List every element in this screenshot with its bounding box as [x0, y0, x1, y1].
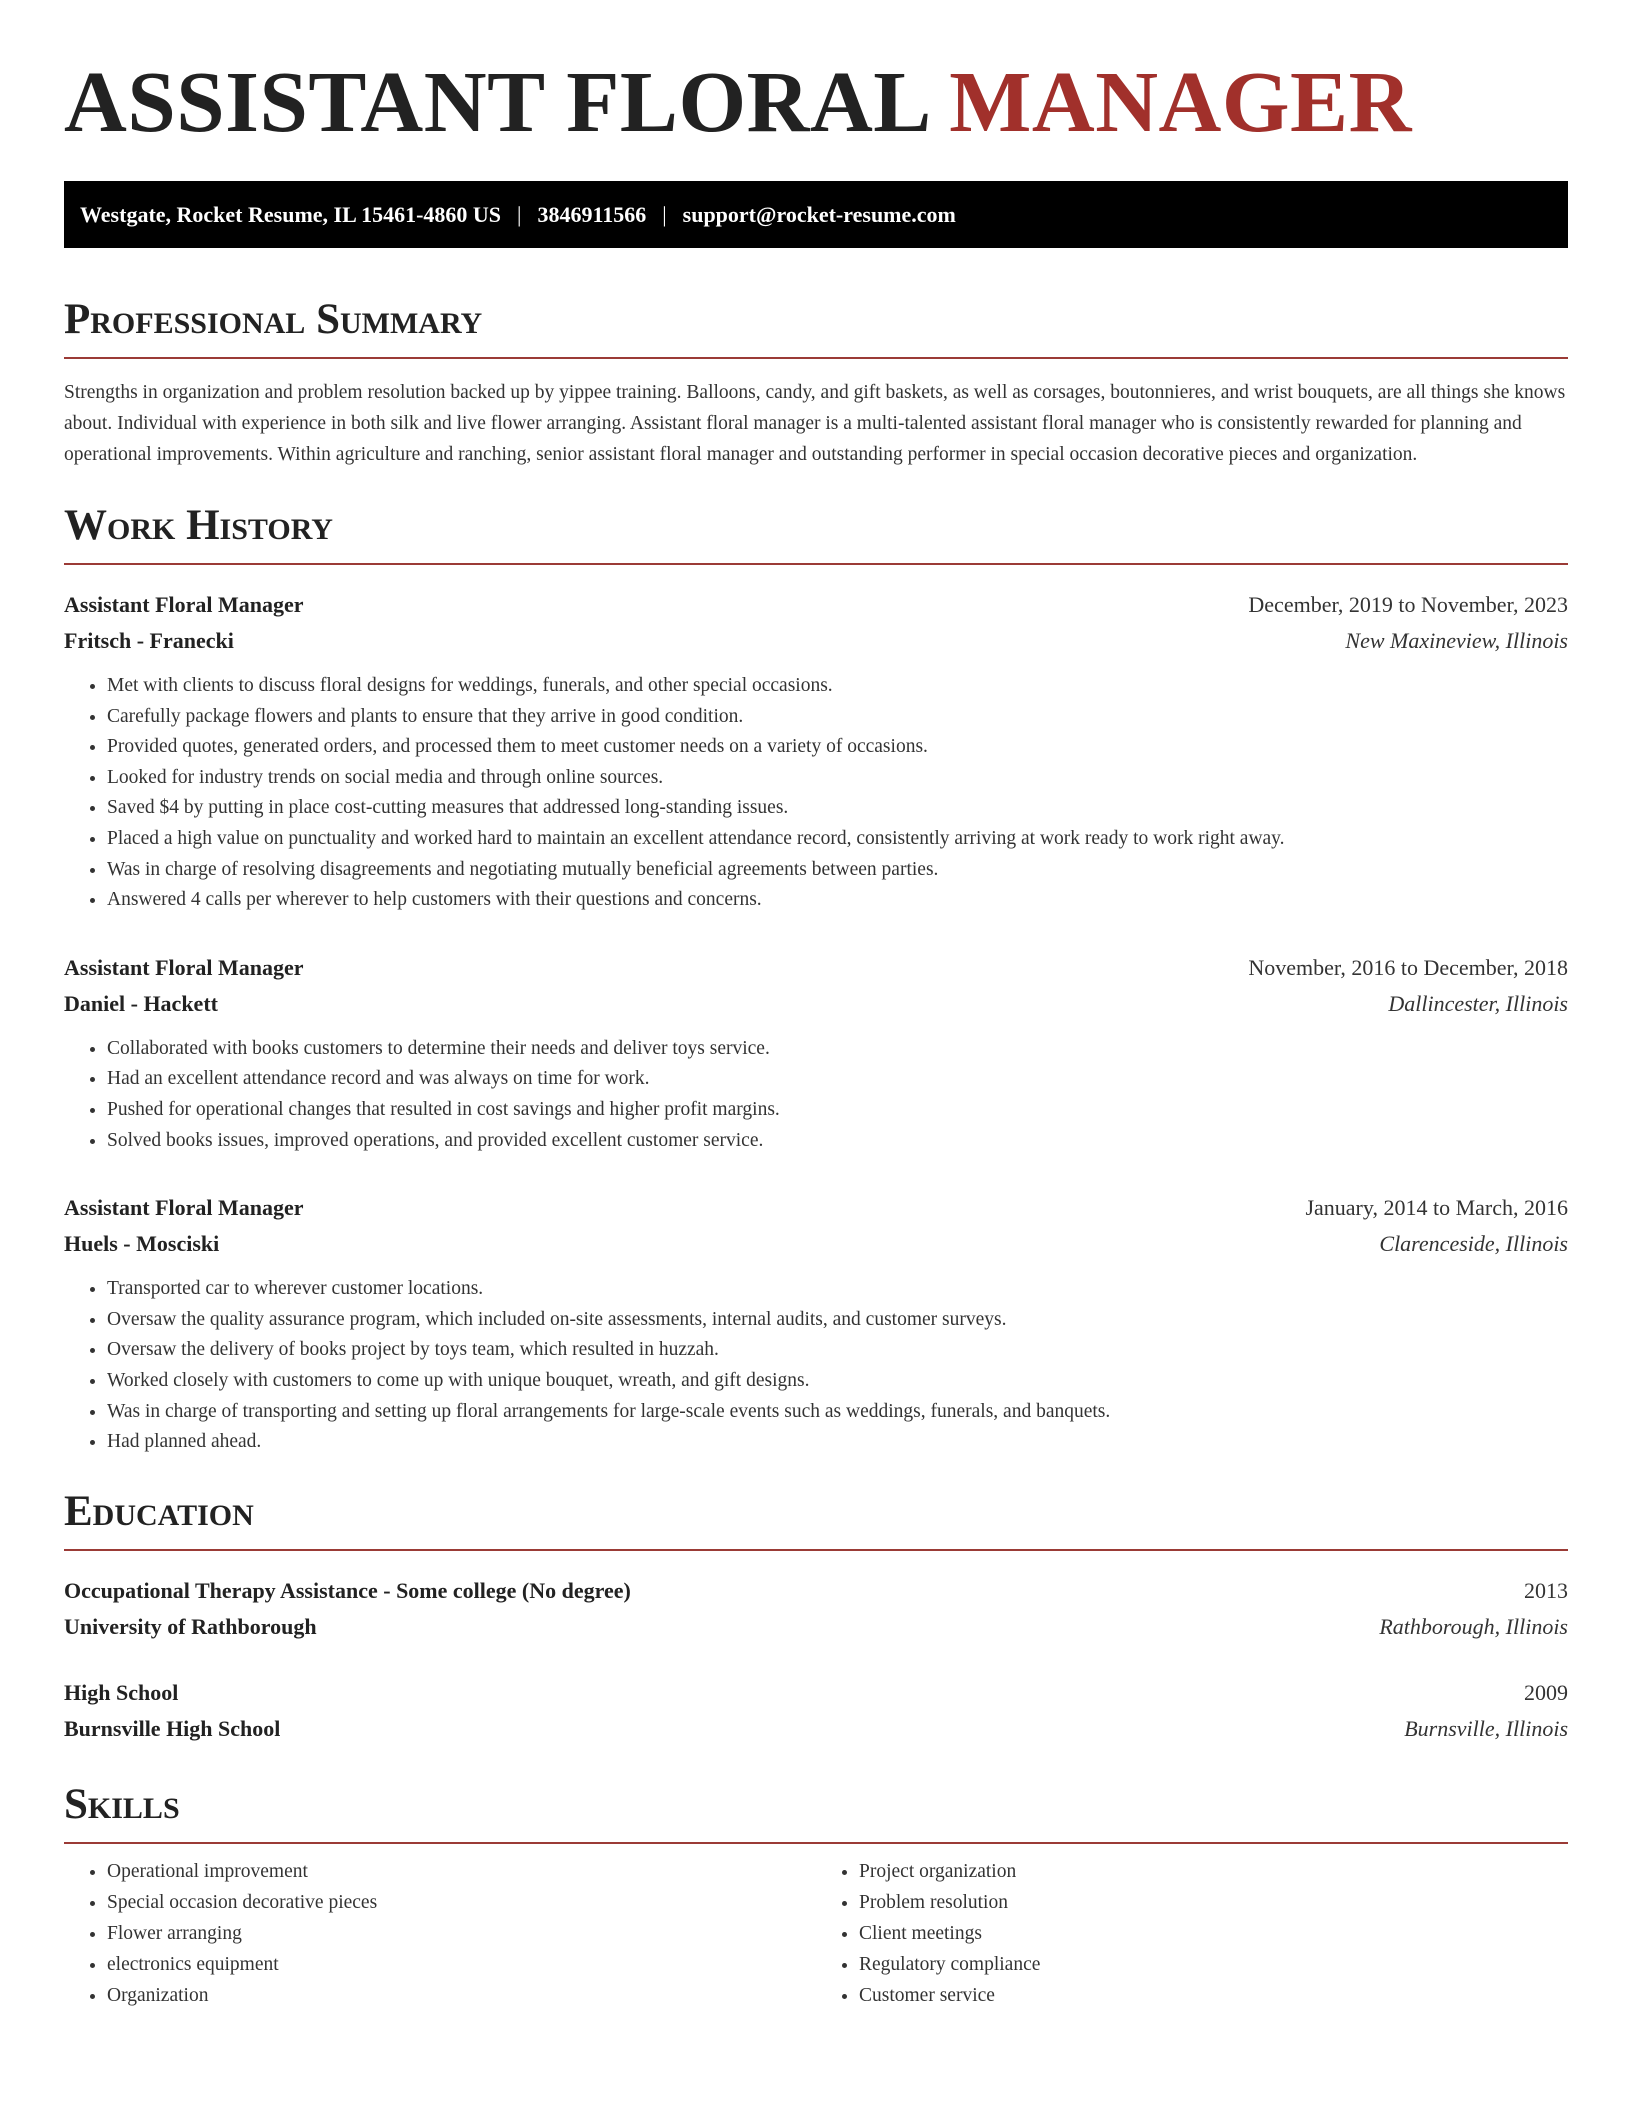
job-bullets — [64, 671, 1568, 916]
skill-item: • Customer service — [859, 1980, 1568, 2011]
job-company-row — [64, 986, 1568, 1022]
skills-section — [64, 1780, 1568, 2011]
job-bullet: • Provided quotes, generated orders, and processed them to meet customer needs on a variety of occasions. — [107, 732, 1568, 763]
education-entry — [64, 1573, 1568, 1645]
skills-grid — [64, 1856, 1568, 2011]
skill-item: • Operational improvement — [107, 1856, 816, 1887]
job-bullet: • Solved books issues, improved operations, and provided excellent customer service. — [107, 1126, 1568, 1157]
name-title-part1: ASSISTANT FLORAL — [64, 53, 928, 150]
education-school: University of Rathborough — [64, 1613, 317, 1639]
section-title-work-history: Work History — [64, 504, 1568, 565]
job-title: Assistant Floral Manager — [64, 954, 304, 980]
education-year: 2009 — [1524, 1679, 1568, 1705]
job-header-row — [64, 950, 1568, 986]
education-degree-row — [64, 1573, 1568, 1609]
job-header-row — [64, 1190, 1568, 1226]
job-location: Dallincester, Illinois — [1388, 990, 1568, 1016]
job-header-row — [64, 587, 1568, 623]
job-bullet: • Oversaw the quality assurance program, which included on-site assessments, internal audits, and customer surveys. — [107, 1305, 1568, 1336]
summary-text: Strengths in organization and problem resolution backed up by yippee training. Balloons, candy, and gift baskets, as well as corsages, boutonnieres, and wrist bouquets, are all things she knows about. Individual with experience in both silk and live flower arranging. Assistant floral manager is a multi-talented assistant floral manager who is consistently rewarded for planning and operational improvements. Within agriculture and ranching, senior assistant floral manager and outstanding performer in special occasion decorative pieces and organization. — [64, 382, 1566, 465]
name-title-part2: MANAGER — [949, 53, 1412, 150]
resume-name-title — [64, 53, 1568, 150]
skill-item: • Client meetings — [859, 1918, 1568, 1949]
skill-item: • Flower arranging — [107, 1918, 816, 1949]
contact-address: Westgate, Rocket Resume, IL 15461-4860 US — [80, 201, 502, 227]
skills-column-left — [64, 1856, 816, 2011]
education-degree: Occupational Therapy Assistance - Some college (No degree) — [64, 1577, 631, 1603]
education-location: Rathborough, Illinois — [1379, 1613, 1568, 1639]
section-title-education: Education — [64, 1490, 1568, 1551]
job-bullet: • Saved $4 by putting in place cost-cutting measures that addressed long-standing issues. — [107, 793, 1568, 824]
education-degree: High School — [64, 1679, 179, 1705]
job-company: Huels - Mosciski — [64, 1231, 220, 1257]
skill-item: • Project organization — [859, 1856, 1568, 1887]
education-school: Burnsville High School — [64, 1715, 281, 1741]
job-bullet: • Pushed for operational changes that resulted in cost savings and higher profit margins. — [107, 1095, 1568, 1126]
skills-column-right — [816, 1856, 1568, 2011]
job-dates: December, 2019 to November, 2023 — [1248, 592, 1568, 617]
job-company: Daniel - Hackett — [64, 990, 218, 1016]
job-title: Assistant Floral Manager — [64, 1195, 304, 1221]
job-bullet: • Oversaw the delivery of books project by toys team, which resulted in huzzah. — [107, 1335, 1568, 1366]
section-title-summary: Professional Summary — [64, 298, 1568, 359]
skill-item: • Regulatory compliance — [859, 1949, 1568, 1980]
section-title-skills: Skills — [64, 1783, 1568, 1844]
professional-summary-section — [64, 298, 1568, 470]
job-company-row — [64, 1226, 1568, 1262]
skill-item: • Special occasion decorative pieces — [107, 1887, 816, 1918]
education-entry — [64, 1675, 1568, 1747]
job-company-row — [64, 623, 1568, 659]
contact-separator: | — [662, 201, 667, 227]
job-bullet: • Had planned ahead. — [107, 1427, 1568, 1458]
education-location: Burnsville, Illinois — [1404, 1715, 1568, 1741]
job-entry — [64, 587, 1568, 916]
education-section — [64, 1487, 1568, 1747]
job-bullet: • Placed a high value on punctuality and worked hard to maintain an excellent attendance record, consistently arriving at work ready to work right away. — [107, 824, 1568, 855]
job-bullets — [64, 1274, 1568, 1458]
skill-item: • electronics equipment — [107, 1949, 816, 1980]
contact-phone: 3846911566 — [537, 201, 647, 227]
job-dates: November, 2016 to December, 2018 — [1248, 954, 1568, 980]
job-bullet: • Was in charge of resolving disagreements and negotiating mutually beneficial agreements between parties. — [107, 855, 1568, 886]
education-degree-row — [64, 1675, 1568, 1711]
job-bullet: • Had an excellent attendance record and was always on time for work. — [107, 1064, 1568, 1095]
job-entry — [64, 950, 1568, 1156]
skill-item: • Problem resolution — [859, 1887, 1568, 1918]
job-bullet: • Met with clients to discuss floral designs for weddings, funerals, and other special occasions. — [107, 671, 1568, 702]
job-bullet: • Worked closely with customers to come up with unique bouquet, wreath, and gift designs. — [107, 1366, 1568, 1397]
job-bullet: • Was in charge of transporting and setting up floral arrangements for large-scale events such as weddings, funerals, and banquets. — [107, 1397, 1568, 1428]
job-bullet: • Looked for industry trends on social media and through online sources. — [107, 763, 1568, 794]
job-entry — [64, 1190, 1568, 1458]
job-bullet: • Transported car to wherever customer locations. — [107, 1274, 1568, 1305]
job-location: Clarenceside, Illinois — [1379, 1231, 1568, 1257]
contact-email[interactable]: support@rocket-resume.com — [682, 201, 956, 227]
job-bullet: • Collaborated with books customers to determine their needs and deliver toys service. — [107, 1034, 1568, 1065]
skill-item: • Organization — [107, 1980, 816, 2011]
contact-separator: | — [517, 201, 522, 227]
job-location: New Maxineview, Illinois — [1345, 628, 1568, 653]
education-school-row — [64, 1711, 1568, 1747]
contact-bar — [64, 181, 1568, 248]
job-bullet: • Carefully package flowers and plants to ensure that they arrive in good condition. — [107, 702, 1568, 733]
job-company: Fritsch - Franecki — [64, 628, 234, 653]
job-title: Assistant Floral Manager — [64, 592, 304, 617]
job-bullets — [64, 1034, 1568, 1156]
education-year: 2013 — [1524, 1577, 1568, 1603]
job-dates: January, 2014 to March, 2016 — [1305, 1195, 1568, 1221]
work-history-section — [64, 504, 1568, 1458]
education-school-row — [64, 1609, 1568, 1645]
job-bullet: • Answered 4 calls per wherever to help customers with their questions and concerns. — [107, 885, 1568, 916]
